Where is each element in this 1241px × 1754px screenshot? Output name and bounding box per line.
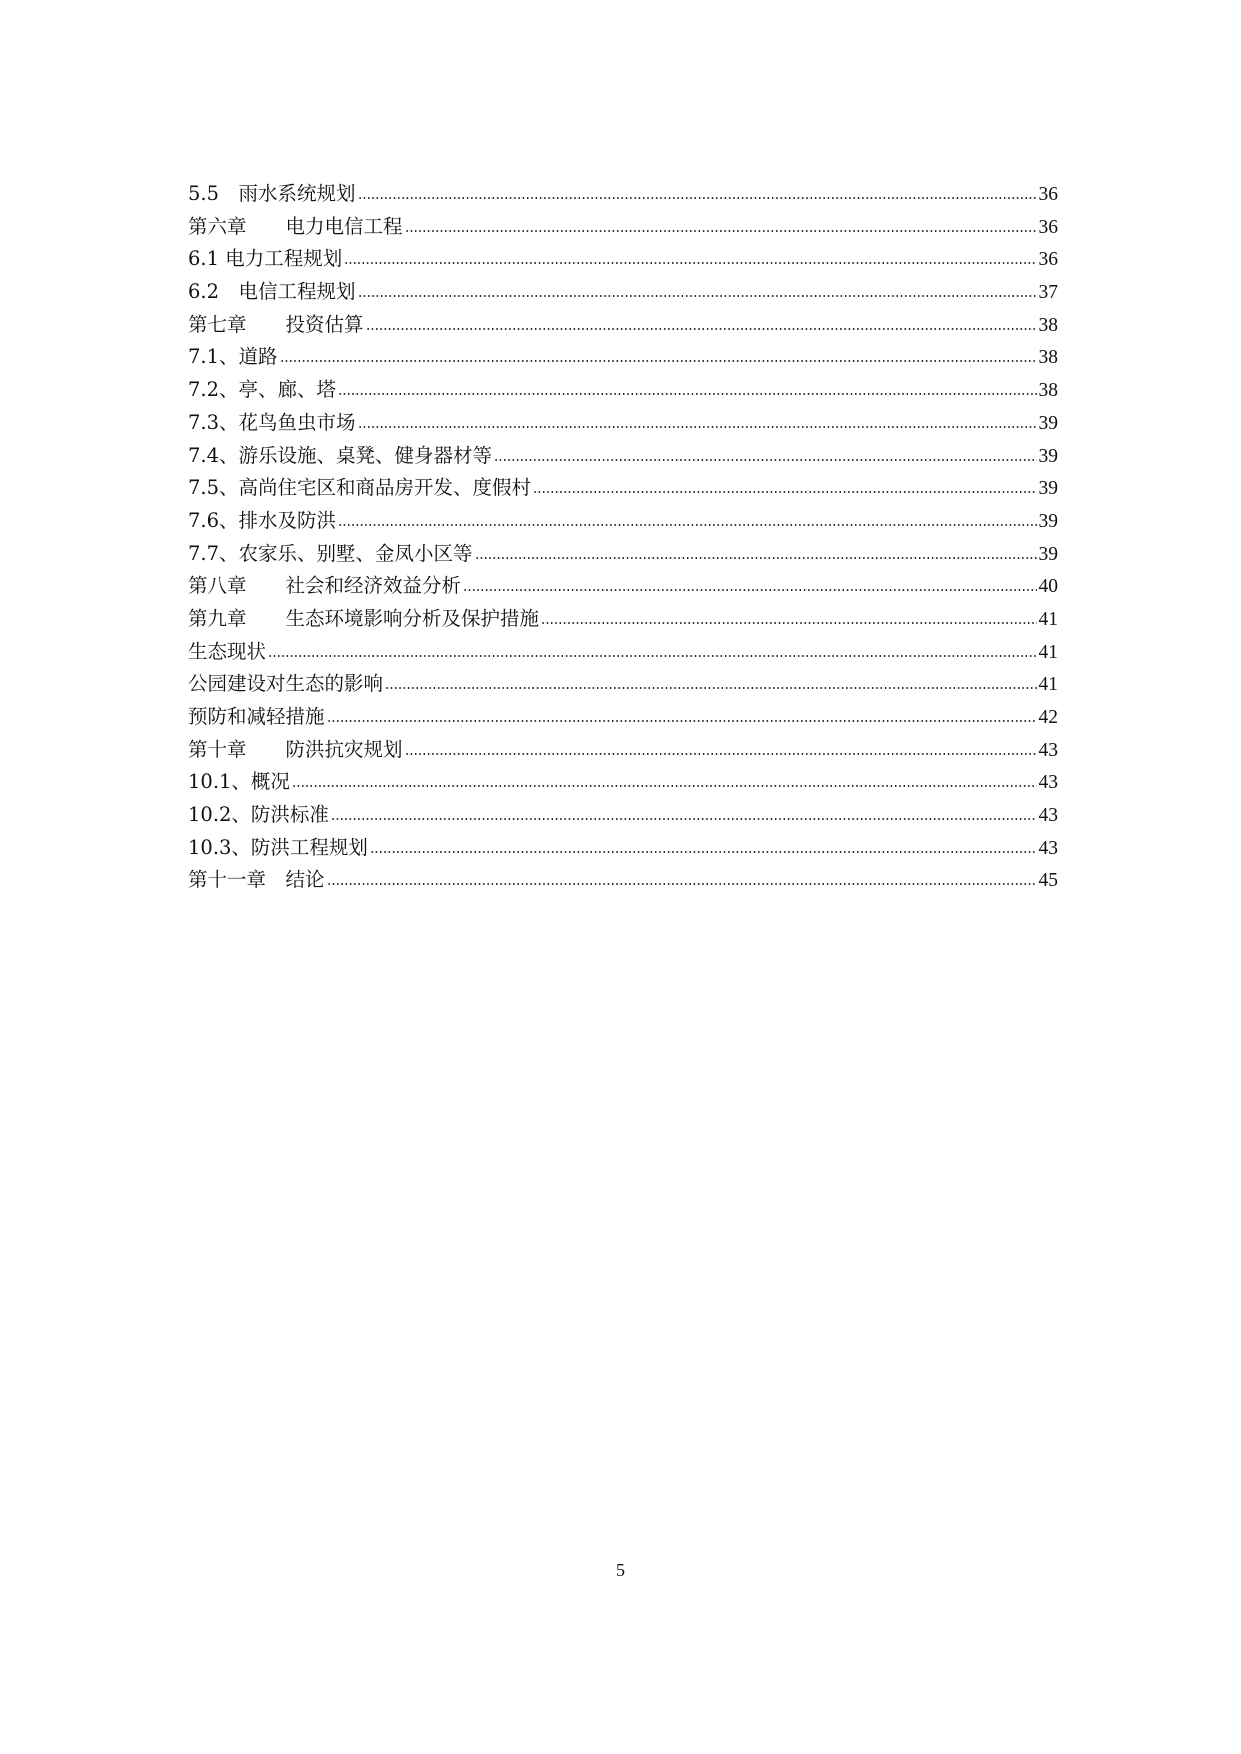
toc-dot-leader: [292, 785, 1037, 787]
toc-entry-title: 生态现状: [188, 639, 267, 663]
toc-dot-leader: [327, 883, 1037, 885]
toc-entry-title: 10.1、概况: [188, 770, 290, 794]
toc-entry-title: 7.7、农家乐、别墅、金凤小区等: [188, 541, 473, 565]
toc-entry-title: 第七章 投资估算: [188, 312, 364, 336]
toc-entry-title: 6.1 电力工程规划: [188, 247, 343, 271]
toc-entry-title: 第八章 社会和经济效益分析: [188, 574, 462, 598]
toc-page-number: 37: [1038, 282, 1058, 304]
toc-dot-leader: [463, 589, 1036, 591]
toc-entry-title: 7.1、道路: [188, 345, 278, 369]
toc-entry-title: 7.2、亭、廊、塔: [188, 378, 337, 402]
toc-page-number: 42: [1038, 707, 1058, 728]
toc-page-number: 39: [1038, 412, 1058, 434]
toc-entry-title: 7.3、花鸟鱼虫市场: [188, 410, 356, 434]
toc-entry[interactable]: [188, 701, 1058, 734]
toc-entry[interactable]: [188, 211, 1058, 244]
toc-dot-leader: [358, 295, 1037, 297]
toc-page-number: 41: [1038, 608, 1058, 630]
toc-entry[interactable]: [188, 178, 1058, 211]
page-number: 5: [616, 1560, 625, 1580]
toc-page-number: 41: [1038, 674, 1058, 696]
toc-page-number: 39: [1038, 510, 1058, 532]
toc-page-number: 38: [1038, 380, 1058, 402]
toc-entry[interactable]: [188, 570, 1058, 603]
toc-dot-leader: [370, 851, 1037, 853]
toc-entry[interactable]: [188, 734, 1058, 767]
toc-dot-leader: [494, 459, 1036, 461]
toc-entry[interactable]: [188, 603, 1058, 636]
toc-entry-title: 5.5 雨水系统规划: [188, 182, 356, 205]
toc-page-number: 43: [1038, 805, 1058, 827]
toc-page-number: 39: [1038, 445, 1058, 467]
toc-entry[interactable]: [188, 832, 1058, 865]
toc-page-number: 36: [1038, 216, 1058, 238]
toc-dot-leader: [533, 491, 1036, 493]
toc-entry[interactable]: [188, 472, 1058, 505]
toc-page-number: 41: [1038, 641, 1058, 663]
toc-entry-title: 公园建设对生态的影响: [188, 672, 384, 696]
toc-page-number: 36: [1038, 184, 1058, 205]
toc-dot-leader: [327, 720, 1037, 722]
toc-dot-leader: [385, 687, 1036, 689]
toc-page-number: 43: [1038, 772, 1058, 794]
toc-entry[interactable]: [188, 636, 1058, 669]
toc-entry-title: 第十章 防洪抗灾规划: [188, 737, 403, 761]
toc-entry-title: 预防和减轻措施: [188, 705, 325, 728]
toc-entry-title: 第九章 生态环境影响分析及保护措施: [188, 606, 540, 630]
toc-page-number: 40: [1038, 576, 1058, 598]
toc-dot-leader: [344, 262, 1036, 264]
toc-page-number: 43: [1038, 739, 1058, 761]
toc-page-number: 39: [1038, 543, 1058, 565]
toc-entry-title: 第六章 电力电信工程: [188, 214, 403, 238]
toc-dot-leader: [405, 753, 1037, 755]
toc-entry[interactable]: [188, 505, 1058, 538]
toc-dot-leader: [280, 360, 1037, 362]
toc-dot-leader: [268, 655, 1036, 657]
toc-dot-leader: [358, 197, 1037, 199]
toc-page-number: 38: [1038, 314, 1058, 336]
toc-entry[interactable]: [188, 766, 1058, 799]
toc-entry-title: 第十一章 结论: [188, 868, 325, 892]
toc-entry-title: 6.2 电信工程规划: [188, 280, 356, 304]
toc-page-number: 45: [1038, 870, 1058, 892]
toc-entry-title: 7.6、排水及防洪: [188, 508, 337, 532]
toc-entry[interactable]: [188, 243, 1058, 276]
toc-entry-title: 10.2、防洪标准: [188, 803, 329, 827]
toc-entry[interactable]: [188, 341, 1058, 374]
toc-page-number: 38: [1038, 347, 1058, 369]
toc-entry[interactable]: [188, 440, 1058, 473]
toc-entry-title: 7.4、游乐设施、桌凳、健身器材等: [188, 443, 493, 467]
toc-dot-leader: [338, 524, 1036, 526]
toc-dot-leader: [405, 230, 1037, 232]
toc-page-number: 36: [1038, 249, 1058, 271]
toc-dot-leader: [366, 328, 1037, 330]
table-of-contents: [188, 178, 1058, 897]
toc-entry[interactable]: [188, 799, 1058, 832]
toc-entry-title: 10.3、防洪工程规划: [188, 835, 368, 859]
toc-page-number: 43: [1038, 837, 1058, 859]
toc-entry[interactable]: [188, 407, 1058, 440]
toc-page-number: 39: [1038, 478, 1058, 500]
toc-dot-leader: [358, 426, 1037, 428]
toc-entry[interactable]: [188, 538, 1058, 571]
toc-entry-title: 7.5、高尚住宅区和商品房开发、度假村: [188, 476, 532, 500]
toc-dot-leader: [338, 393, 1036, 395]
toc-entry[interactable]: [188, 668, 1058, 701]
toc-dot-leader: [331, 818, 1037, 820]
toc-entry[interactable]: [188, 309, 1058, 342]
toc-entry[interactable]: [188, 374, 1058, 407]
toc-entry[interactable]: [188, 276, 1058, 309]
toc-dot-leader: [475, 557, 1037, 559]
toc-dot-leader: [541, 622, 1036, 624]
toc-entry[interactable]: [188, 864, 1058, 897]
